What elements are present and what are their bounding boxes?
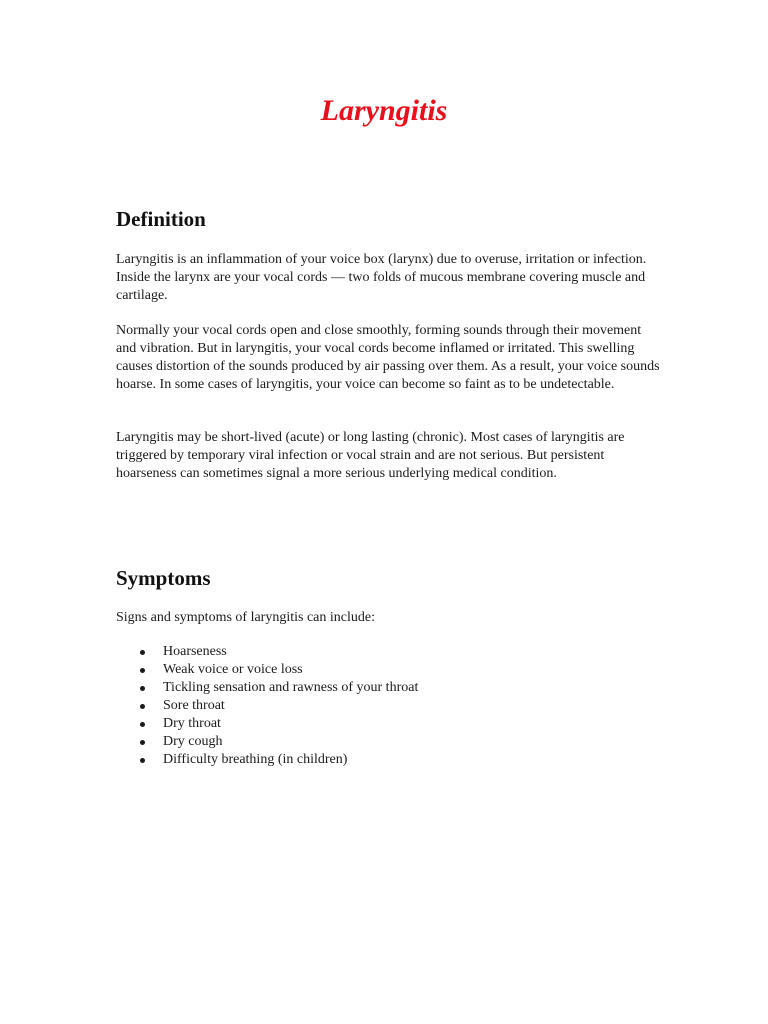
definition-paragraph-2: Normally your vocal cords open and close smoothly, forming sounds through their movement and vibration. But in laryngitis, your vocal cords become inflamed or irritated. This swelling causes distortion of the sounds produced by air passing over them. As a result, your voice sounds hoarse. In some cases of laryngitis, your voice can become so faint as to be undetectable. [116,323,660,392]
list-item [116,751,418,769]
list-item-text: Weak voice or voice loss [163,662,303,677]
definition-paragraph-1: Laryngitis is an inflammation of your voice box (larynx) due to overuse, irritation or infection. Inside the larynx are your vocal cords — two folds of mucous membrane covering muscle and cartilage. [116,252,647,303]
bullet-icon [140,722,145,727]
list-item [116,733,418,751]
list-item-text: Dry cough [163,734,223,749]
list-item-text: Dry throat [163,716,221,731]
list-item-text: Tickling sensation and rawness of your throat [163,680,419,695]
document-title: Laryngitis [320,94,448,127]
bullet-icon [140,668,145,673]
bullet-icon [140,704,145,709]
list-item-text: Sore throat [163,698,225,713]
bullet-icon [140,686,145,691]
list-item [116,679,418,697]
list-item [116,661,418,679]
symptoms-intro: Signs and symptoms of laryngitis can include: [116,610,375,625]
list-item [116,697,418,715]
list-item-text: Hoarseness [163,644,227,659]
bullet-icon [140,758,145,763]
list-item [116,715,418,733]
section-heading-symptoms: Symptoms [116,566,211,590]
list-item [116,643,418,661]
bullet-icon [140,650,145,655]
section-heading-definition: Definition [116,207,206,231]
bullet-icon [140,740,145,745]
definition-paragraph-3: Laryngitis may be short-lived (acute) or long lasting (chronic). Most cases of laryngitis are triggered by temporary viral infection or vocal strain and are not serious. But persistent hoarseness can sometimes signal a more serious underlying medical condition. [116,430,625,481]
list-item-text: Difficulty breathing (in children) [163,752,348,767]
symptoms-list [116,643,418,769]
